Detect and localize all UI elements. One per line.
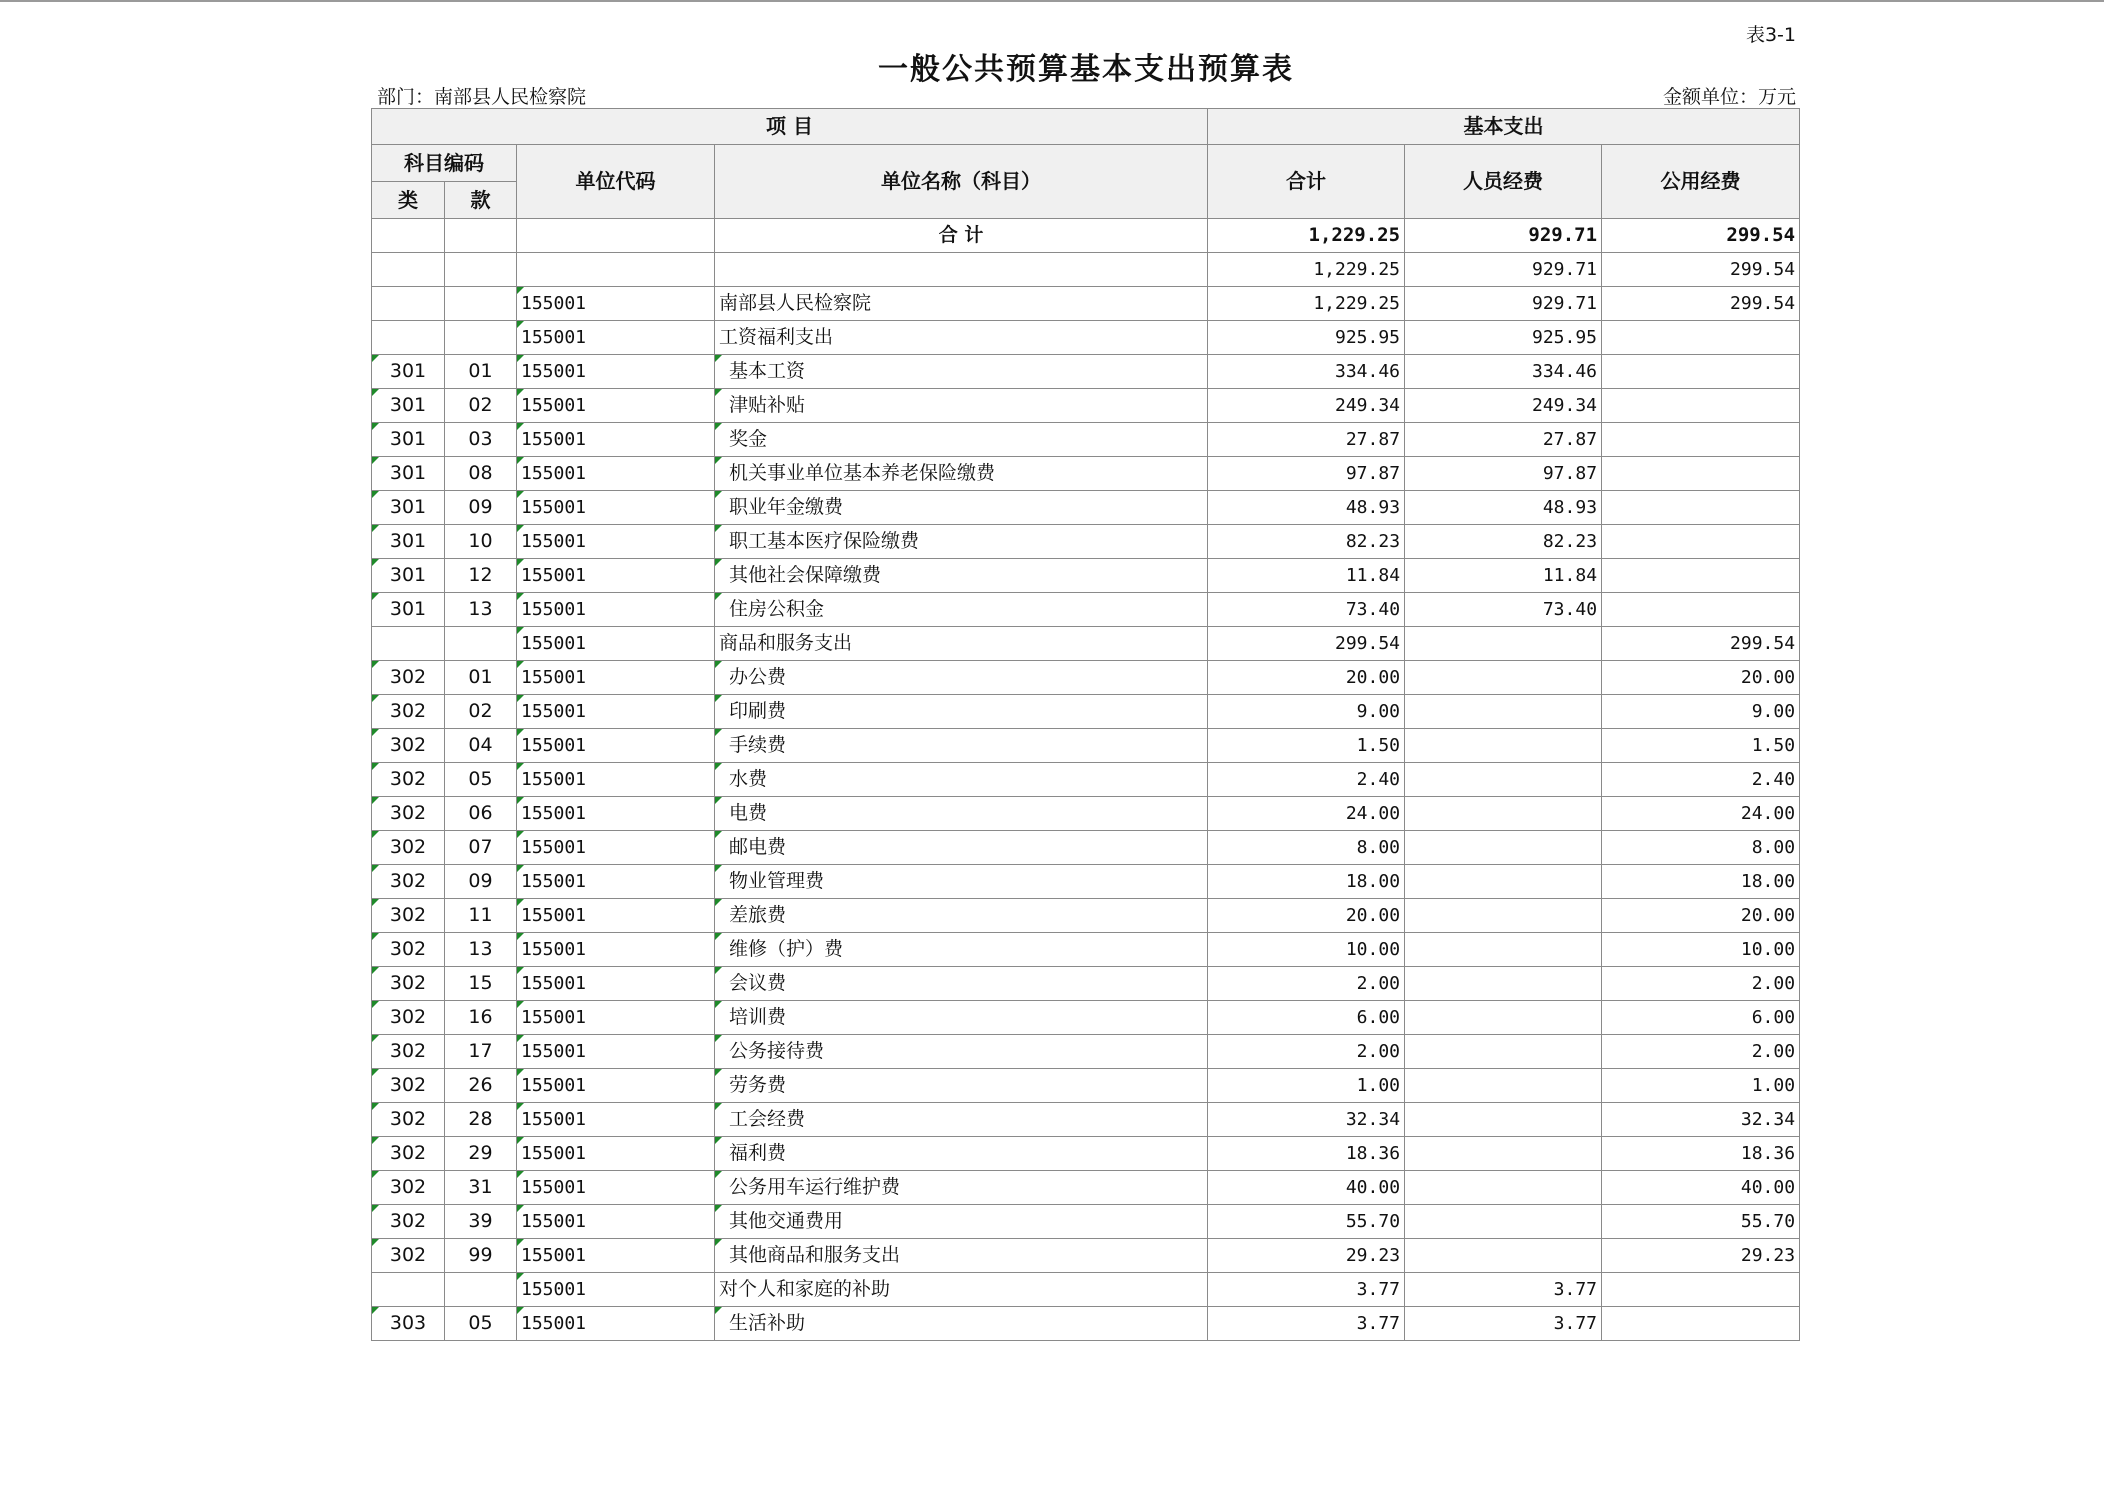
cell-personnel [1405,967,1602,1001]
table-row [372,321,1800,355]
header-lei: 类 [372,182,445,219]
summary-label: 合 计 [715,219,1208,253]
summary-public: 299.54 [1602,219,1800,253]
cell-unit-code: 155001 [517,287,715,321]
cell-personnel [1405,1239,1602,1273]
cell-unit-code: 155001 [517,1205,715,1239]
cell-lei: 302 [372,763,445,797]
cell-personnel [1405,933,1602,967]
cell-unit-code: 155001 [517,1069,715,1103]
cell-total: 48.93 [1208,491,1405,525]
cell-unit-code: 155001 [517,1307,715,1341]
cell-lei [372,253,445,287]
cell-kuan: 08 [445,457,517,491]
cell-public [1602,457,1800,491]
table-row [372,287,1800,321]
cell-lei: 302 [372,865,445,899]
cell-unit-code: 155001 [517,729,715,763]
cell-total: 18.00 [1208,865,1405,899]
cell-kuan: 29 [445,1137,517,1171]
cell-unit-name: 其他商品和服务支出 [715,1239,1208,1273]
table-row [372,1103,1800,1137]
cell-personnel [1405,865,1602,899]
cell-kuan: 04 [445,729,517,763]
cell-lei: 301 [372,389,445,423]
cell-personnel: 929.71 [1405,253,1602,287]
cell-kuan: 28 [445,1103,517,1137]
table-row [372,627,1800,661]
cell-lei: 302 [372,1035,445,1069]
table-row [372,1035,1800,1069]
cell-unit-code: 155001 [517,1239,715,1273]
header-public: 公用经费 [1602,145,1800,219]
cell-personnel: 249.34 [1405,389,1602,423]
cell-personnel [1405,1035,1602,1069]
cell-lei: 302 [372,1239,445,1273]
cell-total: 3.77 [1208,1273,1405,1307]
cell-total: 1.00 [1208,1069,1405,1103]
cell-public: 8.00 [1602,831,1800,865]
table-row [372,1307,1800,1341]
cell-kuan: 12 [445,559,517,593]
cell-kuan: 39 [445,1205,517,1239]
cell-kuan: 15 [445,967,517,1001]
cell-public [1602,559,1800,593]
cell-unit-name: 工资福利支出 [715,321,1208,355]
table-row [372,865,1800,899]
cell-public [1602,593,1800,627]
cell-kuan: 07 [445,831,517,865]
cell-unit-code: 155001 [517,797,715,831]
table-row [372,1001,1800,1035]
cell-unit-name: 工会经费 [715,1103,1208,1137]
table-row [372,1069,1800,1103]
cell-total: 20.00 [1208,661,1405,695]
cell-personnel [1405,695,1602,729]
cell-lei: 302 [372,797,445,831]
cell-kuan: 99 [445,1239,517,1273]
cell-unit-name: 商品和服务支出 [715,627,1208,661]
cell-total: 73.40 [1208,593,1405,627]
cell-personnel [1405,661,1602,695]
cell-public: 2.00 [1602,967,1800,1001]
cell-total: 29.23 [1208,1239,1405,1273]
cell-total: 10.00 [1208,933,1405,967]
cell-personnel: 48.93 [1405,491,1602,525]
cell-total: 11.84 [1208,559,1405,593]
cell-lei: 302 [372,1137,445,1171]
cell-public: 2.00 [1602,1035,1800,1069]
cell-total: 3.77 [1208,1307,1405,1341]
cell-unit-code: 155001 [517,1137,715,1171]
cell-personnel: 11.84 [1405,559,1602,593]
cell-unit-code: 155001 [517,559,715,593]
cell-public [1602,1307,1800,1341]
cell-lei: 302 [372,1171,445,1205]
cell-total: 6.00 [1208,1001,1405,1035]
cell-kuan: 09 [445,865,517,899]
cell-lei [372,1273,445,1307]
cell-total: 97.87 [1208,457,1405,491]
cell-public: 6.00 [1602,1001,1800,1035]
cell-public: 32.34 [1602,1103,1800,1137]
cell-kuan: 13 [445,933,517,967]
cell-unit-name: 津贴补贴 [715,389,1208,423]
cell-total: 1,229.25 [1208,253,1405,287]
cell-unit-code: 155001 [517,491,715,525]
cell-unit-code: 155001 [517,763,715,797]
cell-kuan: 11 [445,899,517,933]
cell-kuan: 17 [445,1035,517,1069]
cell-personnel [1405,729,1602,763]
cell-unit-code: 155001 [517,1035,715,1069]
cell-lei: 302 [372,729,445,763]
cell-lei: 301 [372,593,445,627]
table-row [372,389,1800,423]
cell-total: 2.00 [1208,1035,1405,1069]
cell-public: 55.70 [1602,1205,1800,1239]
cell-public [1602,525,1800,559]
cell-unit-name: 福利费 [715,1137,1208,1171]
cell-public: 299.54 [1602,627,1800,661]
cell-personnel: 925.95 [1405,321,1602,355]
cell-personnel [1405,1103,1602,1137]
table-row [372,1137,1800,1171]
cell-unit-name: 会议费 [715,967,1208,1001]
cell-unit-code: 155001 [517,967,715,1001]
cell-personnel [1405,763,1602,797]
table-row [372,1171,1800,1205]
cell-personnel: 27.87 [1405,423,1602,457]
cell-total: 299.54 [1208,627,1405,661]
cell-personnel: 73.40 [1405,593,1602,627]
cell-total: 1.50 [1208,729,1405,763]
cell-personnel: 929.71 [1405,287,1602,321]
cell-unit-name: 公务用车运行维护费 [715,1171,1208,1205]
cell-public: 18.36 [1602,1137,1800,1171]
cell-lei: 302 [372,967,445,1001]
header-subject-code: 科目编码 [372,145,517,182]
cell-personnel [1405,1171,1602,1205]
cell-kuan: 02 [445,389,517,423]
cell-lei: 301 [372,355,445,389]
budget-table [371,108,1800,1341]
header-basic-expense: 基本支出 [1208,109,1800,145]
cell-unit-name: 机关事业单位基本养老保险缴费 [715,457,1208,491]
cell-unit-code: 155001 [517,355,715,389]
table-row [372,967,1800,1001]
cell-personnel [1405,797,1602,831]
cell-kuan [445,627,517,661]
cell-total: 2.40 [1208,763,1405,797]
table-number: 表3-1 [1745,24,1796,46]
cell-personnel [1405,627,1602,661]
cell-kuan: 13 [445,593,517,627]
cell-public: 299.54 [1602,287,1800,321]
table-row [372,355,1800,389]
cell-lei [372,627,445,661]
table-row [372,525,1800,559]
cell-unit-name: 水费 [715,763,1208,797]
cell-lei: 302 [372,661,445,695]
cell-unit-code: 155001 [517,627,715,661]
cell-total: 40.00 [1208,1171,1405,1205]
cell-personnel [1405,899,1602,933]
cell-public: 18.00 [1602,865,1800,899]
table-row [372,899,1800,933]
cell-personnel [1405,831,1602,865]
cell-kuan [445,321,517,355]
cell-personnel [1405,1001,1602,1035]
cell-unit-name: 电费 [715,797,1208,831]
cell-public [1602,1273,1800,1307]
cell-unit-name: 对个人和家庭的补助 [715,1273,1208,1307]
cell-personnel: 334.46 [1405,355,1602,389]
cell-total: 334.46 [1208,355,1405,389]
cell-kuan: 26 [445,1069,517,1103]
cell-unit-code: 155001 [517,321,715,355]
cell-lei: 302 [372,899,445,933]
cell-total: 20.00 [1208,899,1405,933]
cell-lei: 301 [372,491,445,525]
cell-total: 18.36 [1208,1137,1405,1171]
header-unit-name: 单位名称（科目） [715,145,1208,219]
cell-kuan [445,1273,517,1307]
cell-lei: 302 [372,1069,445,1103]
cell-lei: 303 [372,1307,445,1341]
cell-personnel [1405,1069,1602,1103]
cell-unit-code: 155001 [517,661,715,695]
top-border-rule [0,0,2104,2]
table-row [372,491,1800,525]
table-row [372,457,1800,491]
header-unit-code: 单位代码 [517,145,715,219]
cell-public: 24.00 [1602,797,1800,831]
cell-unit-name: 基本工资 [715,355,1208,389]
header-project: 项 目 [372,109,1208,145]
header-kuan: 款 [445,182,517,219]
table-body [372,219,1800,1341]
cell-unit-code: 155001 [517,423,715,457]
cell-personnel: 3.77 [1405,1307,1602,1341]
cell-kuan [445,287,517,321]
table-row [372,831,1800,865]
page-title: 一般公共预算基本支出预算表 [878,52,1294,87]
cell-unit-code: 155001 [517,865,715,899]
cell-total: 24.00 [1208,797,1405,831]
cell-public: 299.54 [1602,253,1800,287]
cell-unit-name: 奖金 [715,423,1208,457]
cell-total: 249.34 [1208,389,1405,423]
cell-total: 2.00 [1208,967,1405,1001]
cell-public: 10.00 [1602,933,1800,967]
cell-public [1602,389,1800,423]
cell-unit-name: 手续费 [715,729,1208,763]
cell-kuan: 02 [445,695,517,729]
summary-lei [372,219,445,253]
cell-kuan [445,253,517,287]
cell-personnel: 3.77 [1405,1273,1602,1307]
table-row [372,661,1800,695]
summary-total: 1,229.25 [1208,219,1405,253]
table-row [372,1273,1800,1307]
cell-lei: 301 [372,559,445,593]
cell-unit-code: 155001 [517,1273,715,1307]
cell-public: 29.23 [1602,1239,1800,1273]
department-label: 部门：南部县人民检察院 [377,86,587,108]
cell-unit-code: 155001 [517,525,715,559]
cell-kuan: 03 [445,423,517,457]
cell-lei: 302 [372,933,445,967]
cell-lei: 301 [372,423,445,457]
cell-unit-code: 155001 [517,1171,715,1205]
cell-lei [372,287,445,321]
cell-unit-name: 印刷费 [715,695,1208,729]
cell-unit-name: 其他交通费用 [715,1205,1208,1239]
cell-unit-code: 155001 [517,1001,715,1035]
cell-unit-name: 物业管理费 [715,865,1208,899]
cell-public: 40.00 [1602,1171,1800,1205]
cell-total: 55.70 [1208,1205,1405,1239]
header-total: 合计 [1208,145,1405,219]
cell-unit-code [517,253,715,287]
cell-unit-name: 其他社会保障缴费 [715,559,1208,593]
cell-total: 925.95 [1208,321,1405,355]
table-row [372,1239,1800,1273]
cell-kuan: 06 [445,797,517,831]
cell-public: 2.40 [1602,763,1800,797]
cell-unit-code: 155001 [517,389,715,423]
summary-kuan [445,219,517,253]
cell-unit-code: 155001 [517,831,715,865]
cell-lei: 302 [372,1205,445,1239]
cell-kuan: 31 [445,1171,517,1205]
cell-total: 1,229.25 [1208,287,1405,321]
cell-kuan: 10 [445,525,517,559]
cell-unit-code: 155001 [517,457,715,491]
cell-unit-name: 公务接待费 [715,1035,1208,1069]
cell-unit-code: 155001 [517,695,715,729]
cell-unit-name [715,253,1208,287]
cell-public: 1.00 [1602,1069,1800,1103]
cell-public: 20.00 [1602,661,1800,695]
table-row [372,593,1800,627]
cell-kuan: 05 [445,763,517,797]
cell-unit-name: 劳务费 [715,1069,1208,1103]
cell-personnel: 82.23 [1405,525,1602,559]
cell-lei: 302 [372,831,445,865]
cell-public: 1.50 [1602,729,1800,763]
cell-lei [372,321,445,355]
cell-unit-name: 差旅费 [715,899,1208,933]
cell-unit-code: 155001 [517,933,715,967]
cell-unit-name: 办公费 [715,661,1208,695]
cell-lei: 302 [372,1001,445,1035]
cell-unit-name: 生活补助 [715,1307,1208,1341]
cell-kuan: 05 [445,1307,517,1341]
cell-unit-code: 155001 [517,593,715,627]
cell-lei: 302 [372,1103,445,1137]
summary-code [517,219,715,253]
cell-total: 82.23 [1208,525,1405,559]
amount-unit-label: 金额单位：万元 [1662,86,1796,108]
cell-kuan: 16 [445,1001,517,1035]
cell-unit-name: 培训费 [715,1001,1208,1035]
cell-public: 9.00 [1602,695,1800,729]
table-row [372,729,1800,763]
summary-personnel: 929.71 [1405,219,1602,253]
cell-unit-code: 155001 [517,1103,715,1137]
cell-lei: 301 [372,525,445,559]
table-row [372,797,1800,831]
cell-total: 32.34 [1208,1103,1405,1137]
table-row [372,253,1800,287]
table-row [372,695,1800,729]
cell-personnel [1405,1137,1602,1171]
cell-lei: 301 [372,457,445,491]
cell-unit-name: 职业年金缴费 [715,491,1208,525]
cell-unit-name: 南部县人民检察院 [715,287,1208,321]
cell-public [1602,423,1800,457]
cell-kuan: 09 [445,491,517,525]
cell-unit-name: 维修（护）费 [715,933,1208,967]
cell-lei: 302 [372,695,445,729]
cell-public [1602,321,1800,355]
cell-total: 27.87 [1208,423,1405,457]
cell-unit-name: 职工基本医疗保险缴费 [715,525,1208,559]
cell-unit-code: 155001 [517,899,715,933]
cell-kuan: 01 [445,355,517,389]
table-row [372,423,1800,457]
cell-personnel [1405,1205,1602,1239]
header-row-1 [372,109,1800,145]
cell-total: 8.00 [1208,831,1405,865]
cell-total: 9.00 [1208,695,1405,729]
summary-row [372,219,1800,253]
cell-public: 20.00 [1602,899,1800,933]
cell-unit-name: 住房公积金 [715,593,1208,627]
table-row [372,559,1800,593]
table-row [372,1205,1800,1239]
cell-public [1602,491,1800,525]
header-personnel: 人员经费 [1405,145,1602,219]
table-row [372,933,1800,967]
cell-kuan: 01 [445,661,517,695]
table-row [372,763,1800,797]
header-row-2 [372,145,1800,182]
cell-public [1602,355,1800,389]
cell-unit-name: 邮电费 [715,831,1208,865]
cell-personnel: 97.87 [1405,457,1602,491]
